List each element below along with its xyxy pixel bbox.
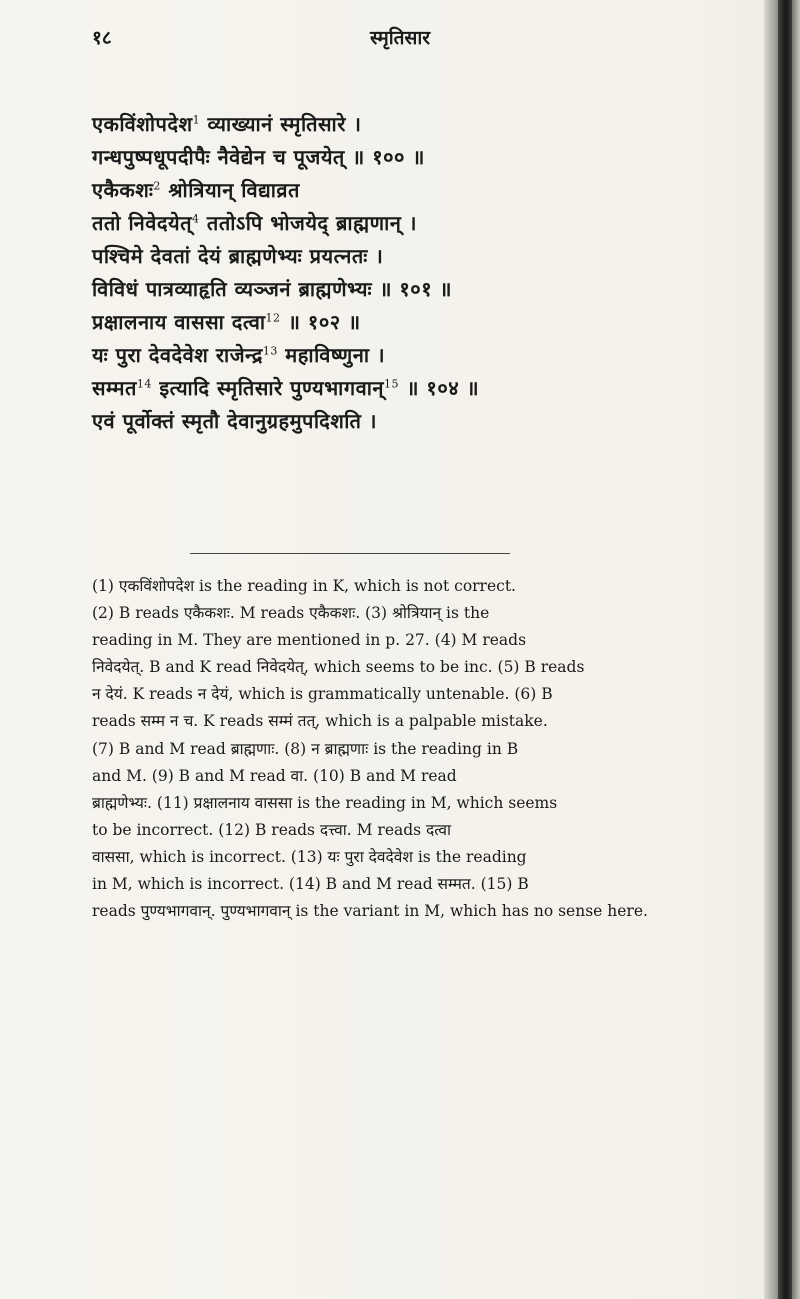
verse-line: एकविंशोपदेश$^1$ व्याख्यानं स्मृतिसारे । [92, 112, 362, 136]
footnotes [92, 573, 770, 925]
footnote-line: (2) B reads एकैकशः. M reads एकैकशः. (3) श्रोत्रियान् is the [92, 604, 490, 623]
verse-line: यः पुरा देवदेवेश राजेन्द्र$^{13}$ महाविष्णुना । [92, 343, 386, 367]
verse-line: सम्मत$^{14}$ इत्यादि स्मृतिसारे पुण्यभागवान्$^{15}$ ॥ १०४ ॥ [92, 376, 480, 400]
footnote-line: reading in M. They are mentioned in p. 27. (4) M reads [92, 631, 527, 650]
page-header [0, 24, 780, 54]
footnote-line: reads पुण्यभागवान्. पुण्यभागवान् is the variant in M, which has no sense here. [92, 902, 648, 921]
verse-line: गन्धपुष्पधूपदीपैः नैवेद्येन च पूजयेत् ॥ १०० ॥ [92, 145, 425, 169]
footnote-line: in M, which is incorrect. (14) B and M read सम्मत. (15) B [92, 875, 529, 894]
verse-line: एवं पूर्वोक्तं स्मृतौ देवानुग्रहमुपदिशति । [92, 409, 377, 433]
footnote-line: (1) एकविंशोपदेश is the reading in K, which is not correct. [92, 577, 516, 595]
verse-block [92, 108, 712, 438]
page-number: १८ [92, 27, 112, 49]
binding-shadow [778, 0, 792, 1299]
footnote-line: ब्राह्मणेभ्यः. (11) प्रक्षालनाय वाससा is the reading in M, which seems [92, 793, 558, 812]
footnote-line: and M. (9) B and M read वा. (10) B and M read [92, 766, 457, 785]
footnote-line: वाससा, which is incorrect. (13) यः पुरा देवदेवेश is the reading [92, 847, 527, 866]
book-binding-edge [764, 0, 800, 1299]
footnote-line: निवेदयेत्. B and K read निवेदयेत्, which seems to be inc. (5) B reads [92, 658, 585, 677]
footnote-divider [190, 553, 510, 554]
verse-line: एकैकशः$^2$ श्रोत्रियान् विद्याव्रत [92, 178, 300, 202]
running-title: स्मृतिसार [369, 27, 431, 49]
footnote-line: reads सम्म न च. K reads सम्मं तत्, which is a palpable mistake. [92, 712, 548, 731]
verse-line: ततो निवेदयेत्$^4$ ततोऽपि भोजयेद् ब्राह्मणान् । [92, 211, 417, 235]
footnote-line: न देयं. K reads न देयं, which is grammatically untenable. (6) B [92, 685, 553, 704]
verse-line: प्रक्षालनाय वाससा दत्वा$^{12}$ ॥ १०२ ॥ [92, 310, 361, 334]
footnote-line: to be incorrect. (12) B reads दत्त्वा. M reads दत्वा [92, 820, 452, 839]
verse-line: पश्चिमे देवतां देयं ब्राह्मणेभ्यः प्रयत्नतः । [92, 244, 384, 268]
footnote-line: (7) B and M read ब्राह्मणाः. (8) न ब्राह्मणाः is the reading in B [92, 739, 519, 758]
verse-line: विविधं पात्रव्याहृति व्यञ्जनं ब्राह्मणेभ्यः ॥ १०१ ॥ [92, 277, 453, 301]
